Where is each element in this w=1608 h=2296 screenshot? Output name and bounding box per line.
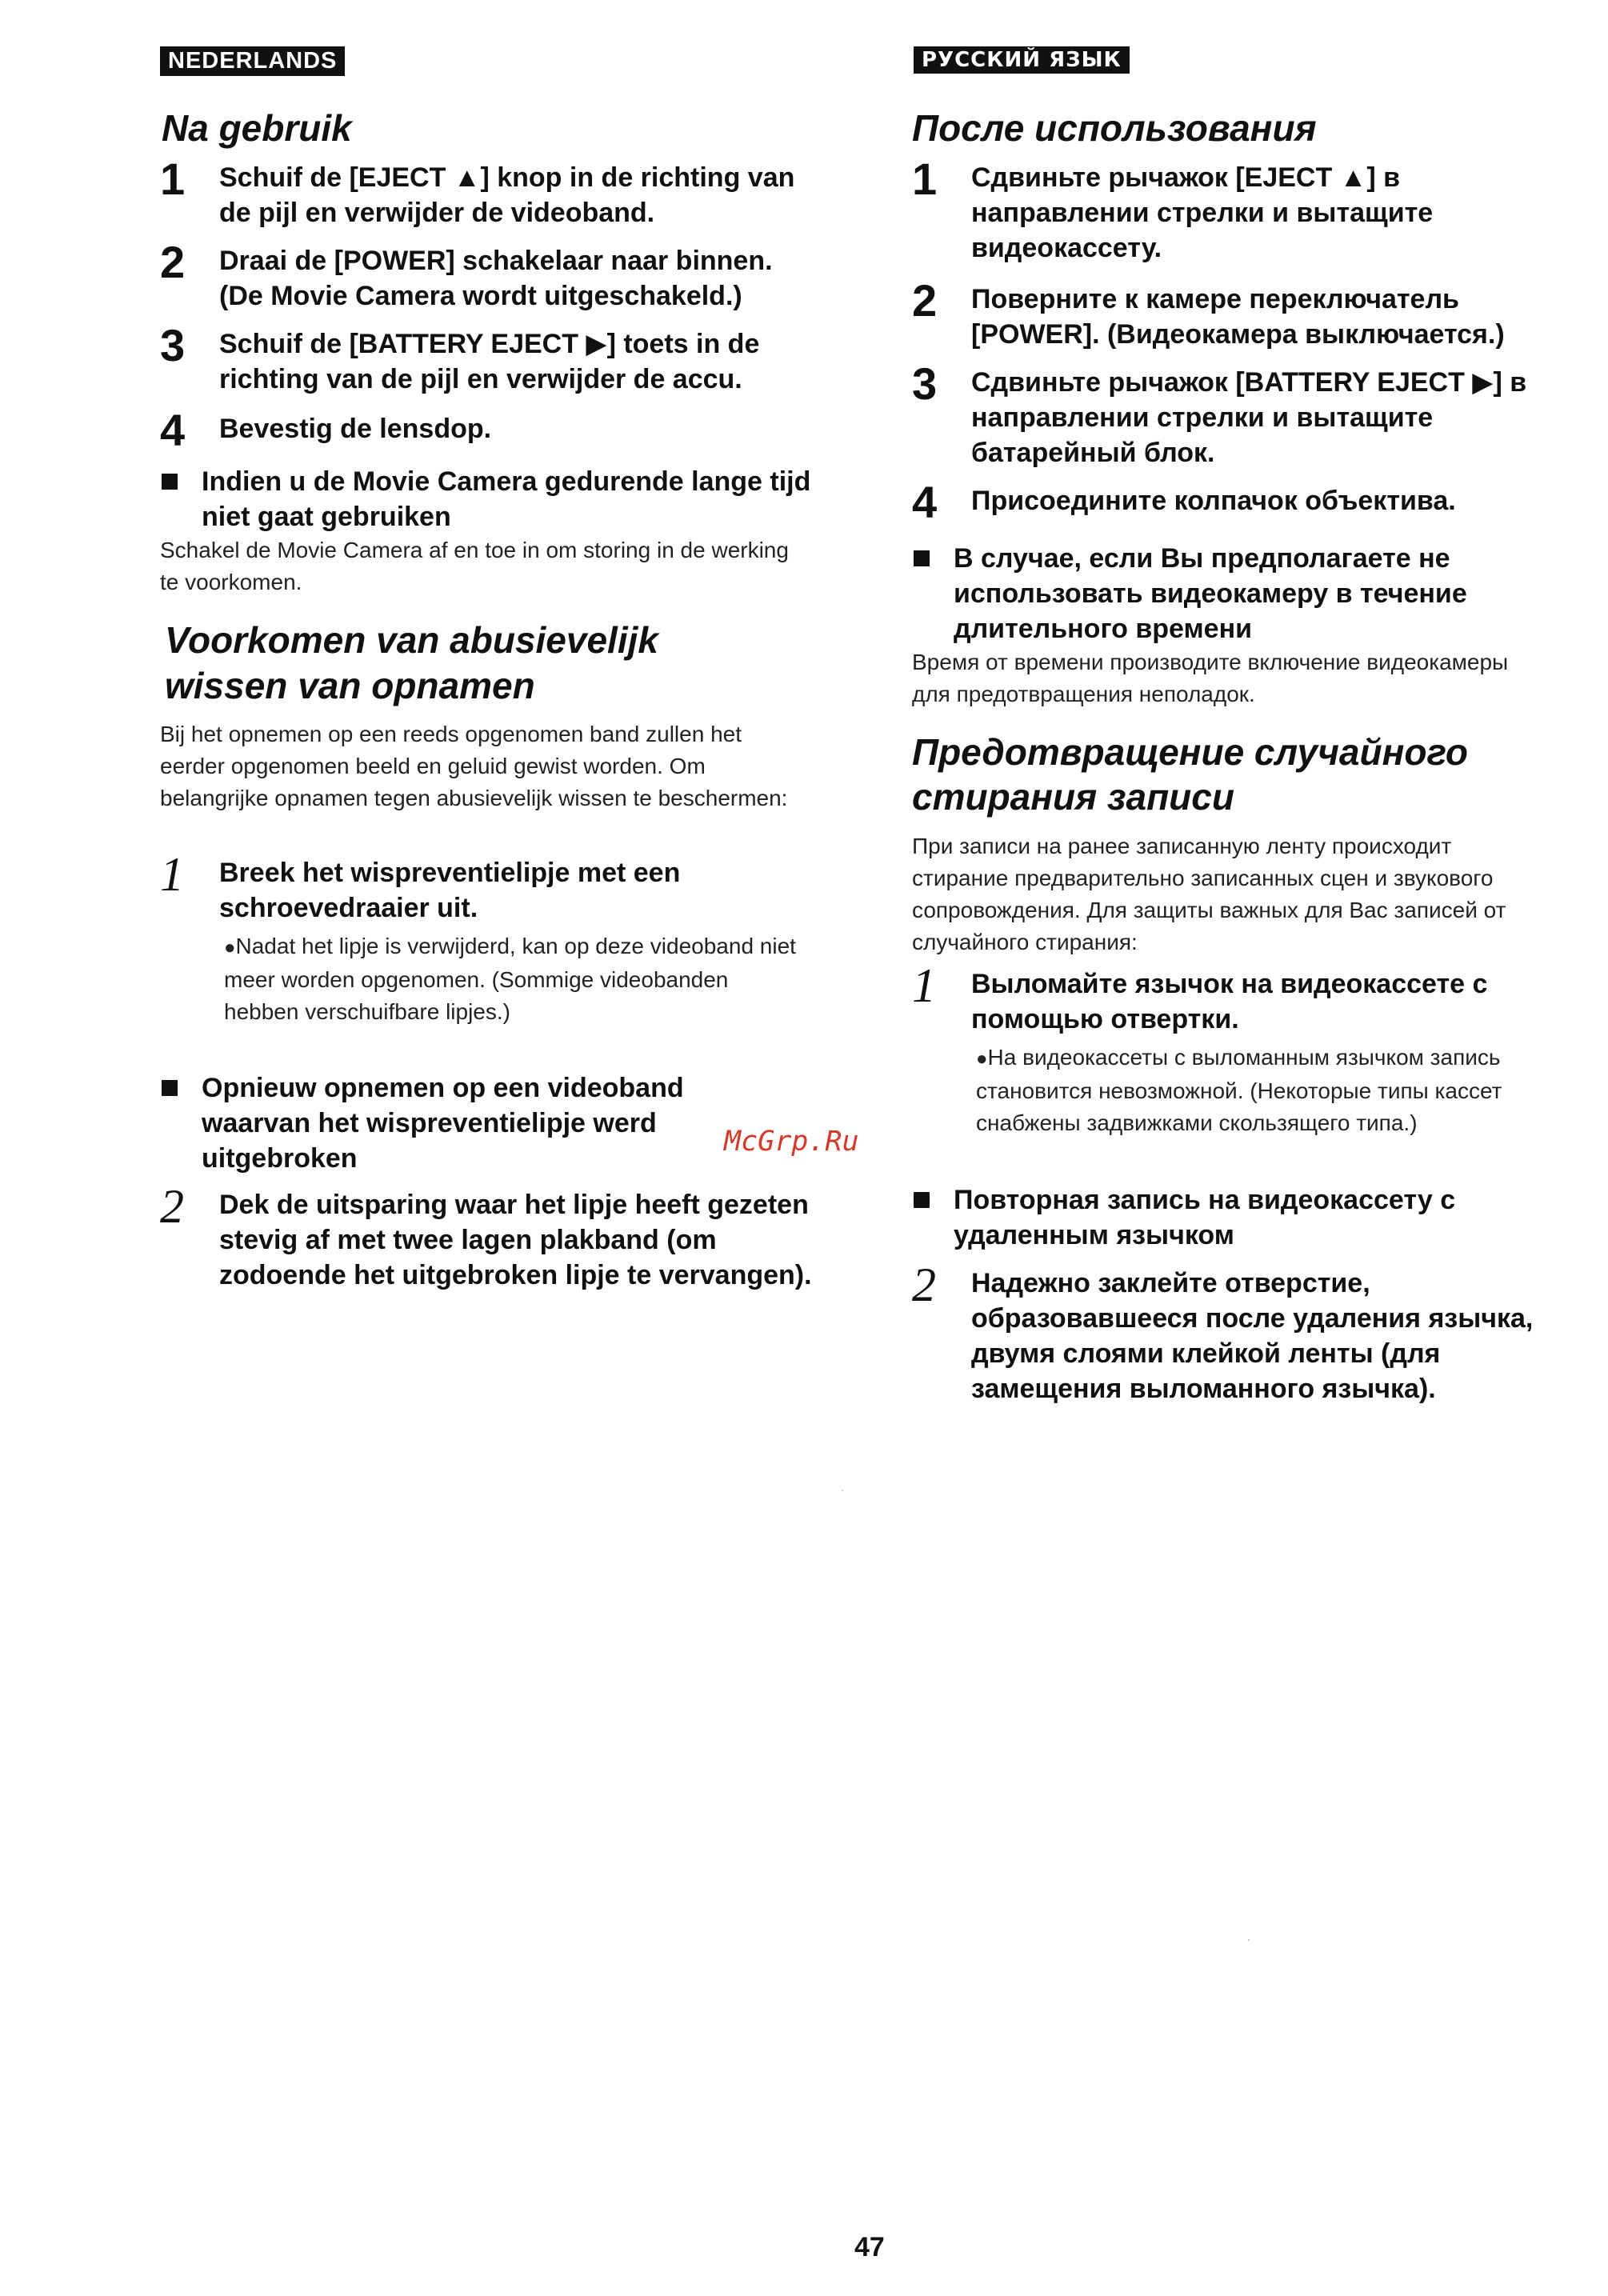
step-number: 2 [912,1258,936,1311]
protect-step-1 [912,959,1568,1035]
bullet-square-icon [162,1080,178,1096]
step-text: Schuif de [BATTERY EJECT ▶] toets in de richting van de pijl en verwijder de accu. [219,329,760,394]
step-text: Присоедините колпачок объектива. [971,486,1456,516]
step-3 [912,358,1568,469]
step-text: Надежно заклейте отверстие, образовавшееся после удаления язычка, двумя слоями клейкой ленты (для замещения выломанного язычка). [971,1268,1534,1404]
step-1 [912,154,1568,264]
step-1 [160,154,816,229]
section-title-after-use: Na gebruik [162,107,352,149]
scan-speck [1248,1939,1250,1941]
scan-speck [842,1490,843,1491]
section-intro: При записи на ранее записанную ленту происходит стирание предварительно записанных сцен и звукового сопровождения. Для защиты важных для Вас записей от случайного стирания: [912,834,1506,954]
step-note: ●Nadat het lipje is verwijderd, kan op deze videoband niet meer worden opgenomen. (Sommige videobanden hebben verschuifbare lipjes.) [224,934,796,1024]
bullet-square-icon [914,550,930,566]
step-number: 2 [160,1180,184,1233]
bullet-rerecord [912,1182,1568,1254]
protect-step-2 [160,1180,816,1328]
step-text: Сдвиньте рычажок [BATTERY EJECT ▶] в направлении стрелки и вытащите батарейный блок. [971,367,1527,468]
step-number: 2 [912,275,938,326]
watermark: McGrp.Ru [724,1126,859,1158]
step-text: Dek de uitsparing waar het lipje heeft gezeten stevig af met twee lagen plakband (om zodoende het uitgebroken lipje te vervangen). [219,1190,812,1290]
bullet-heading: В случае, если Вы предполагаете не использовать видеокамеру в течение длительного времени [954,543,1467,644]
section-title-line2: wissen van opnamen [165,665,535,706]
step-4 [160,405,816,455]
section-title-after-use: После использования [912,107,1317,149]
section-title-line1: Voorkomen van abusievelijk [165,619,658,661]
step-text: Bevestig de lensdop. [219,414,492,444]
step-number: 1 [160,154,186,204]
step-number: 1 [912,154,938,204]
protect-step-2 [912,1258,1568,1406]
note-bullet-icon: ● [224,937,236,958]
step-text: Schuif de [EJECT ▲] knop in de richting van de pijl en verwijder de videoband. [219,162,795,228]
bullet-body: Schakel de Movie Camera af en toe in om storing in de werking te voorkomen. [160,538,789,594]
note-bullet-icon: ● [976,1048,988,1070]
step-text: Draai de [POWER] schakelaar naar binnen. (De Movie Camera wordt uitgeschakeld.) [219,246,773,311]
step-number: 3 [912,358,938,409]
step-2 [912,275,1568,350]
section-title-line1: Предотвращение случайного [912,731,1468,773]
step-2 [160,237,816,312]
step-note: ●На видеокассеты с выломанным язычком запись становится невозможной. (Некоторые типы кассет снабжены задвижками скользящего типа.) [976,1045,1502,1135]
bullet-heading: Indien u de Movie Camera gedurende lange tijd niet gaat gebruiken [202,466,811,532]
step-text: Сдвиньте рычажок [EJECT ▲] в направлении стрелки и вытащите видеокассету. [971,162,1434,263]
bullet-rerecord [160,1070,816,1178]
step-number: 4 [160,405,186,455]
step-number: 4 [912,477,938,527]
bullet-square-icon [914,1192,930,1208]
bullet-long-storage [160,464,816,536]
step-text: Поверните к камере переключатель [POWER]. (Видеокамера выключается.) [971,284,1505,350]
bullet-long-storage [912,541,1568,648]
step-text: Breek het wispreventielipje met een schroevedraaier uit. [219,858,681,923]
step-number: 2 [160,237,186,287]
bullet-square-icon [162,474,178,490]
bullet-body: Время от времени производите включение видеокамеры для предотвращения неполадок. [912,650,1509,706]
language-badge-nl: NEDERLANDS [160,46,345,76]
step-4 [912,477,1568,527]
page-number: 47 [854,2232,885,2262]
step-number: 3 [160,320,186,370]
step-number: 1 [912,959,936,1012]
section-title-line2: стирания записи [912,776,1234,818]
section-intro: Bij het opnemen op een reeds opgenomen band zullen het eerder opgenomen beeld en geluid gewist worden. Om belangrijke opnamen tegen abusievelijk wissen te beschermen: [160,722,788,810]
bullet-heading: Повторная запись на видеокассету с удаленным язычком [954,1185,1456,1250]
language-badge-ru: РУССКИЙ ЯЗЫК [914,46,1130,74]
step-3 [160,320,816,395]
step-text: Выломайте язычок на видеокассете с помощью отвертки. [971,969,1488,1034]
step-number: 1 [160,848,184,901]
protect-step-1 [160,848,816,924]
bullet-heading: Opnieuw opnemen op een videoband waarvan het wispreventielipje werd uitgebroken [202,1073,684,1174]
